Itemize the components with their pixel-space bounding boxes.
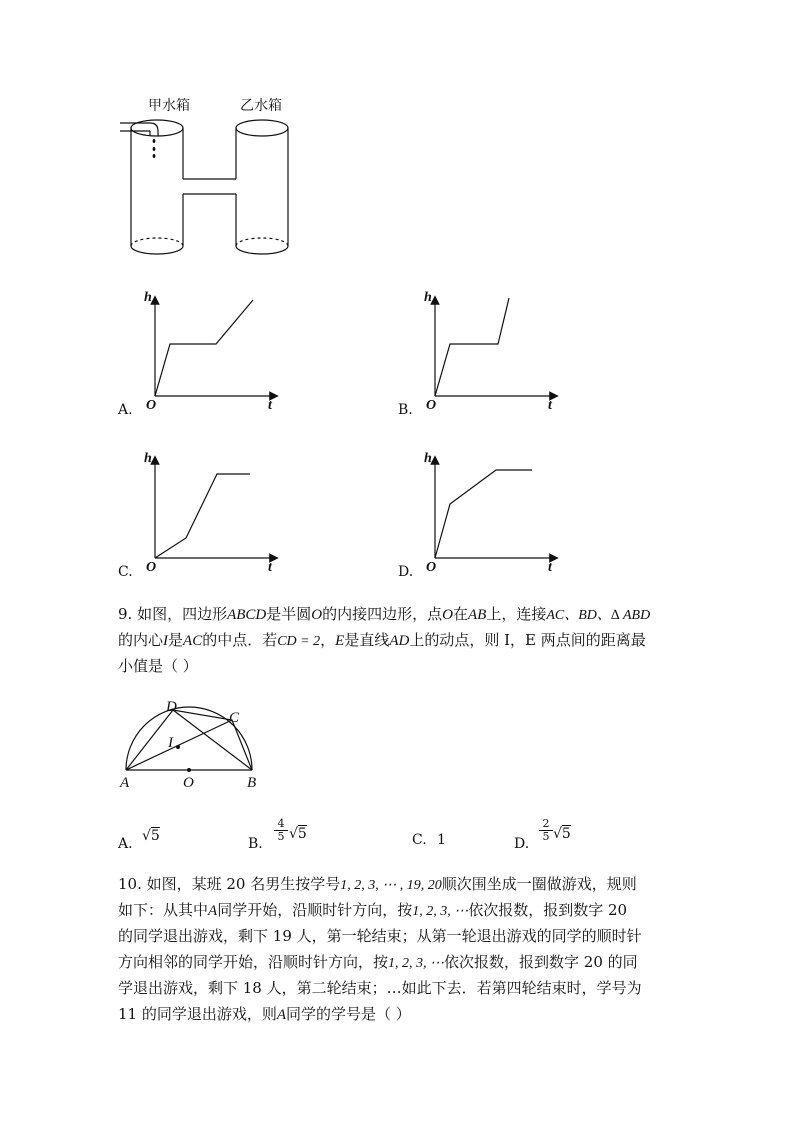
q10-line4: 方向相邻的同学开始，沿顺时针方向，按1, 2, 3, ⋯依次报数，报到数字 20 的同 xyxy=(118,953,638,971)
q9-option-d-radical: √5 xyxy=(553,826,571,842)
tank-b-label: 乙水箱 xyxy=(240,98,282,114)
graph-a-origin: O xyxy=(146,398,157,413)
graph-option-d xyxy=(430,450,560,570)
fig-point-i: I xyxy=(168,735,173,751)
q9-option-a-label[interactable]: A. xyxy=(118,836,133,852)
graph-option-a xyxy=(150,292,280,412)
graph-option-c xyxy=(150,450,280,570)
option-c-label[interactable]: C. xyxy=(118,564,133,580)
graph-b-origin: O xyxy=(426,398,437,413)
fig-point-c: C xyxy=(229,710,240,726)
graph-c-curve xyxy=(155,474,250,558)
q9-option-b-radical: √5 xyxy=(289,826,307,842)
graph-b-y-label: h xyxy=(424,290,432,305)
graph-d-origin: O xyxy=(426,560,437,575)
q9-option-d-fraction: 2 5 xyxy=(539,818,553,843)
tank-a-label: 甲水箱 xyxy=(148,98,190,114)
graph-a-x-label: t xyxy=(268,398,272,413)
graph-option-b xyxy=(430,292,560,412)
graph-d-y-label: h xyxy=(424,451,432,466)
graph-b-x-label: t xyxy=(548,398,552,413)
q9-option-b-fraction: 4 5 xyxy=(274,818,288,843)
option-a-label[interactable]: A. xyxy=(118,402,133,418)
q9-option-a-value: √5 xyxy=(142,828,160,844)
q9-option-c-label[interactable]: C. xyxy=(412,832,427,848)
water-tank-figure xyxy=(110,112,300,262)
graph-a-y-label: h xyxy=(144,290,152,305)
graph-d-curve xyxy=(435,470,532,558)
q9-option-d-label[interactable]: D. xyxy=(514,836,530,852)
fig-point-d: D xyxy=(166,699,177,715)
q10-line2: 如下：从其中A同学开始，沿顺时针方向，按1, 2, 3, ⋯依次报数，报到数字 20 xyxy=(118,901,628,919)
q9-option-c-value: 1 xyxy=(437,832,446,848)
fig-point-b: B xyxy=(247,775,257,791)
graph-a-curve xyxy=(155,300,253,396)
q9-line3: 小值是（ ） xyxy=(118,657,198,675)
graph-c-y-label: h xyxy=(144,451,152,466)
q10-line6: 11 的同学退出游戏，则A同学的学号是（ ） xyxy=(118,1005,411,1023)
q9-line1: 9. 如图，四边形ABCD是半圆O的内接四边形，点O在AB上，连接AC、BD、∆ ABD xyxy=(118,605,651,623)
option-d-label[interactable]: D. xyxy=(398,564,414,580)
fig-point-o: O xyxy=(183,775,194,791)
q9-line2: 的内心I是AC的中点．若CD = 2，E是直线AD上的动点，则 I，E 两点间的距离最 xyxy=(118,631,646,649)
graph-c-x-label: t xyxy=(268,560,272,575)
q10-line3: 的同学退出游戏，剩下 19 人，第一轮结束；从第一轮退出游戏的同学的顺时针 xyxy=(118,927,642,945)
fig-point-a: A xyxy=(120,775,130,791)
q9-option-b-label[interactable]: B. xyxy=(248,836,263,852)
graph-d-x-label: t xyxy=(548,560,552,575)
graph-b-curve xyxy=(435,298,509,396)
graph-c-origin: O xyxy=(146,560,157,575)
q10-line1: 10. 如图，某班 20 名男生按学号1, 2, 3, ⋯ , 19, 20顺次围坐成一圈做游戏，规则 xyxy=(118,875,637,893)
q10-line5: 学退出游戏，剩下 18 人，第二轮结束；…如此下去．若第四轮结束时，学号为 xyxy=(118,979,642,997)
option-b-label[interactable]: B. xyxy=(398,402,413,418)
